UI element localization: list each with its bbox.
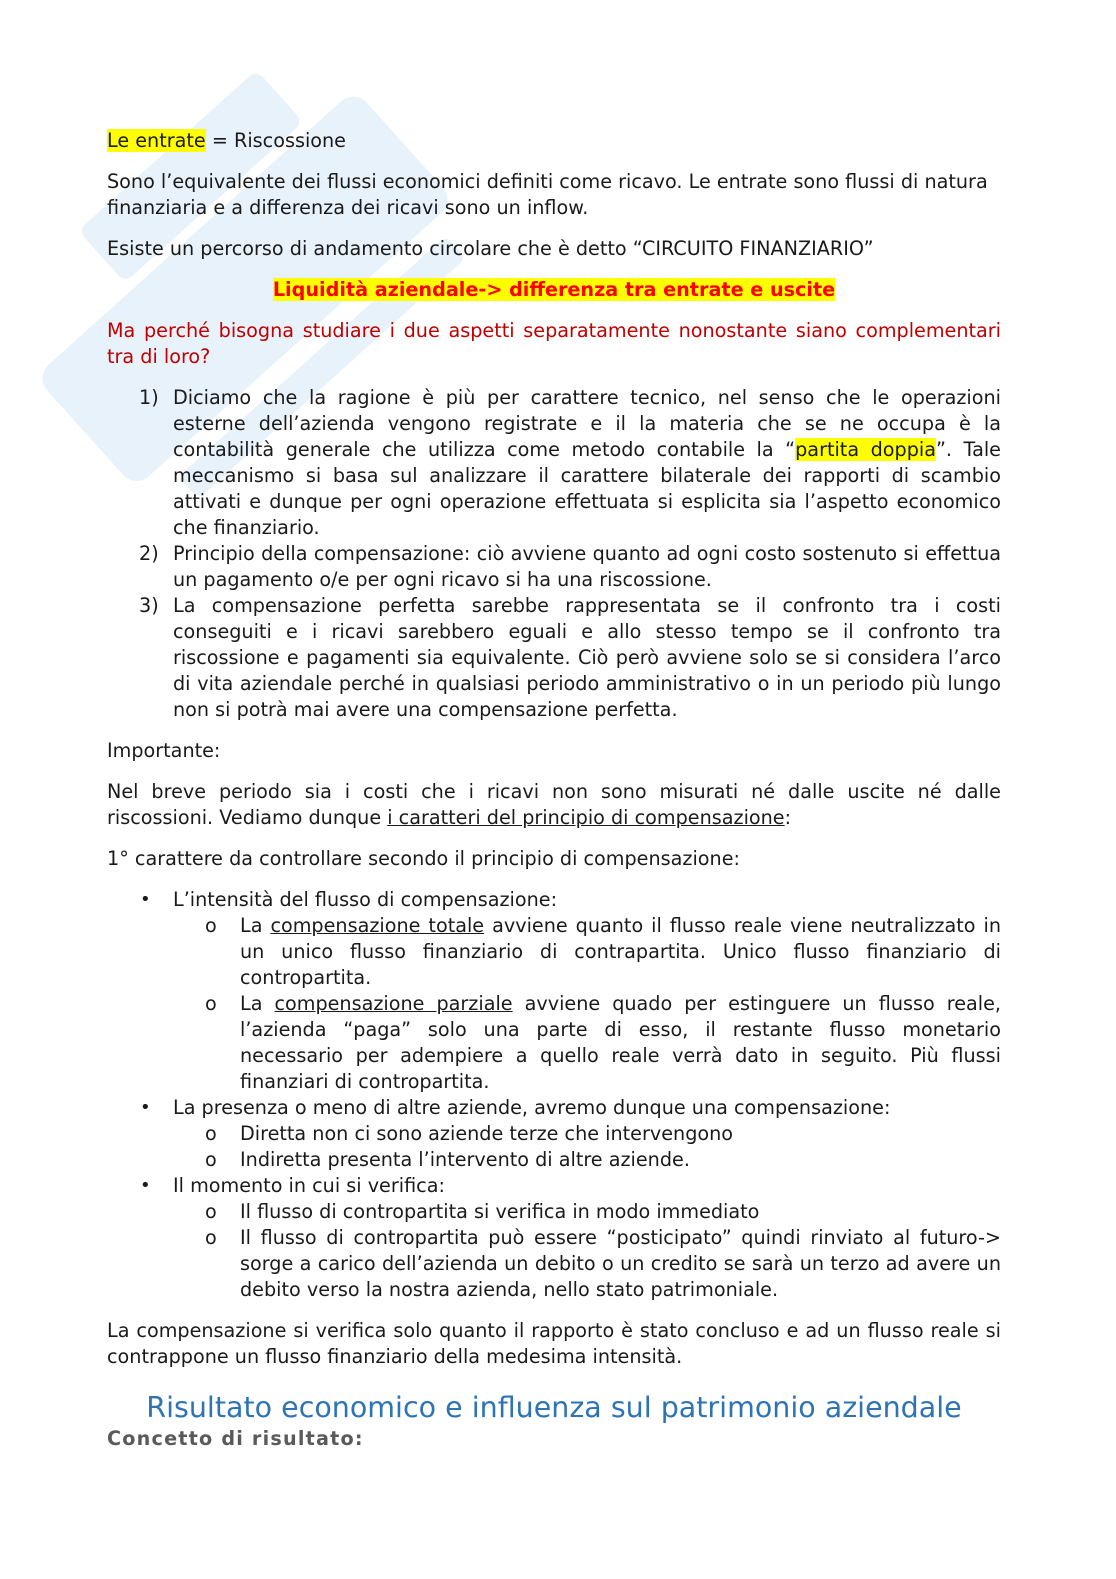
text: : (784, 806, 792, 829)
sub-marker: o (205, 1148, 217, 1171)
text: Indiretta presenta l’intervento di altre aziende. (240, 1148, 690, 1171)
sub-list (173, 913, 1001, 1095)
paragraph-breve-periodo (107, 779, 1001, 831)
list-marker: 3) (139, 594, 159, 617)
highlight-partita-doppia: partita doppia (795, 438, 936, 461)
text-riscossione: = Riscossione (205, 129, 346, 152)
key-line (107, 277, 1001, 303)
list-item-text-after: ”. Tale meccanismo si basa sul analizzare il carattere bilaterale dei rapporti di scambio attivati e dunque per ogni operazione effettuata si esplicita sia l’aspetto economico che finanziario. (173, 438, 1001, 539)
list-item (107, 541, 1001, 593)
list-item (107, 593, 1001, 723)
paragraph-primo-carattere: 1° carattere da controllare secondo il principio di compensazione: (107, 847, 740, 870)
numbered-list (107, 385, 1001, 723)
text: La (240, 914, 271, 937)
sub-marker: o (205, 1226, 217, 1249)
underline-compensazione-totale: compensazione totale (270, 914, 485, 937)
bullet-item (107, 887, 1001, 1095)
list-item-text: La compensazione perfetta sarebbe rappresentata se il confronto tra i costi conseguiti e i ricavi sarebbero eguali e allo stesso tempo se il confronto tra riscossione e pagamenti sia equivalente. Ciò però avviene solo se si considera l’arco di vita aziendale perché in qualsiasi periodo amministrativo o in un periodo più lungo non si potrà mai avere una compensazione perfetta. (173, 594, 1001, 721)
sub-item (107, 1225, 1001, 1303)
bullet-marker: • (140, 1175, 151, 1196)
paragraph-entrate (107, 128, 1001, 154)
sub-list (173, 1199, 1001, 1303)
section-subheading: Concetto di risultato: (107, 1427, 364, 1450)
sub-list (173, 1121, 1001, 1173)
paragraph-circuito: Esiste un percorso di andamento circolare che è detto “CIRCUITO FINANZIARIO” (107, 237, 874, 260)
text: Diretta non ci sono aziende terze che intervengono (240, 1122, 734, 1145)
bullet-item (107, 1095, 1001, 1173)
sub-item (107, 1121, 1001, 1147)
list-item-text: Diciamo che la ragione è più per carattere tecnico, nel senso che le operazioni esterne dell’azienda vengono registrate e il la materia che se ne occupa è la contabilità generale che utilizza come metodo contabile la “ (173, 386, 1001, 461)
list-marker: 1) (139, 386, 159, 409)
list-item (107, 385, 1001, 541)
bullet-list (107, 887, 1001, 1303)
sub-marker: o (205, 992, 217, 1015)
text: Il flusso di contropartita si verifica in modo immediato (240, 1200, 760, 1223)
list-marker: 2) (139, 542, 159, 565)
paragraph-definizione: Sono l’equivalente dei flussi economici definiti come ricavo. Le entrate sono flussi di natura finanziaria e a differenza dei ricavi sono un inflow. (107, 170, 988, 219)
sub-item (107, 913, 1001, 991)
underline-compensazione-parziale: compensazione parziale (274, 992, 513, 1015)
underline-caratteri: i caratteri del principio di compensazione (387, 806, 785, 829)
text: avviene quado per estinguere un flusso reale, l’azienda “paga” solo una parte di esso, il restante flusso monetario necessario per adempiere a quello reale verrà dato in seguito. Più flussi finanziari di contropartita. (240, 992, 1001, 1093)
key-line-text: Liquidità aziendale-> differenza tra entrate e uscite (272, 278, 836, 301)
text: avviene quanto il flusso reale viene neutralizzato in un unico flusso finanziario di contrapartita. Unico flusso finanziario di contropartita. (240, 914, 1001, 989)
sub-marker: o (205, 914, 217, 937)
text: La (240, 992, 275, 1015)
bullet-item (107, 1173, 1001, 1303)
sub-marker: o (205, 1200, 217, 1223)
question-paragraph: Ma perché bisogna studiare i due aspetti separatamente nonostante siano complementari tra di loro? (107, 319, 1001, 368)
highlight-le-entrate: Le entrate (107, 129, 206, 152)
section-heading: Risultato economico e influenza sul patrimonio aziendale (146, 1391, 962, 1424)
text: Il flusso di contropartita può essere “posticipato” quindi rinviato al futuro-> sorge a carico dell’azienda un debito o un credito se sarà un terzo ad avere un debito verso la nostra azienda, nello stato patrimoniale. (240, 1226, 1001, 1301)
bullet-text: Il momento in cui si verifica: (173, 1174, 445, 1197)
sub-marker: o (205, 1122, 217, 1145)
text: Nel breve periodo sia i costi che i ricavi non sono misurati né dalle uscite né dalle riscossioni. Vediamo dunque (107, 780, 1001, 829)
sub-item (107, 1199, 1001, 1225)
sub-item (107, 1147, 1001, 1173)
bullet-text: La presenza o meno di altre aziende, avremo dunque una compensazione: (173, 1096, 891, 1119)
paragraph-importante: Importante: (107, 739, 221, 762)
bullet-text: L’intensità del flusso di compensazione: (173, 888, 558, 911)
sub-item (107, 991, 1001, 1095)
bullet-marker: • (140, 1097, 151, 1118)
document-page (107, 128, 1001, 1452)
paragraph-final: La compensazione si verifica solo quanto il rapporto è stato concluso e ad un flusso reale si contrappone un flusso finanziario della medesima intensità. (107, 1319, 1001, 1368)
list-item-text: Principio della compensazione: ciò avviene quanto ad ogni costo sostenuto si effettua un pagamento o/e per ogni ricavo si ha una riscossione. (173, 542, 1001, 591)
bullet-marker: • (140, 889, 151, 910)
